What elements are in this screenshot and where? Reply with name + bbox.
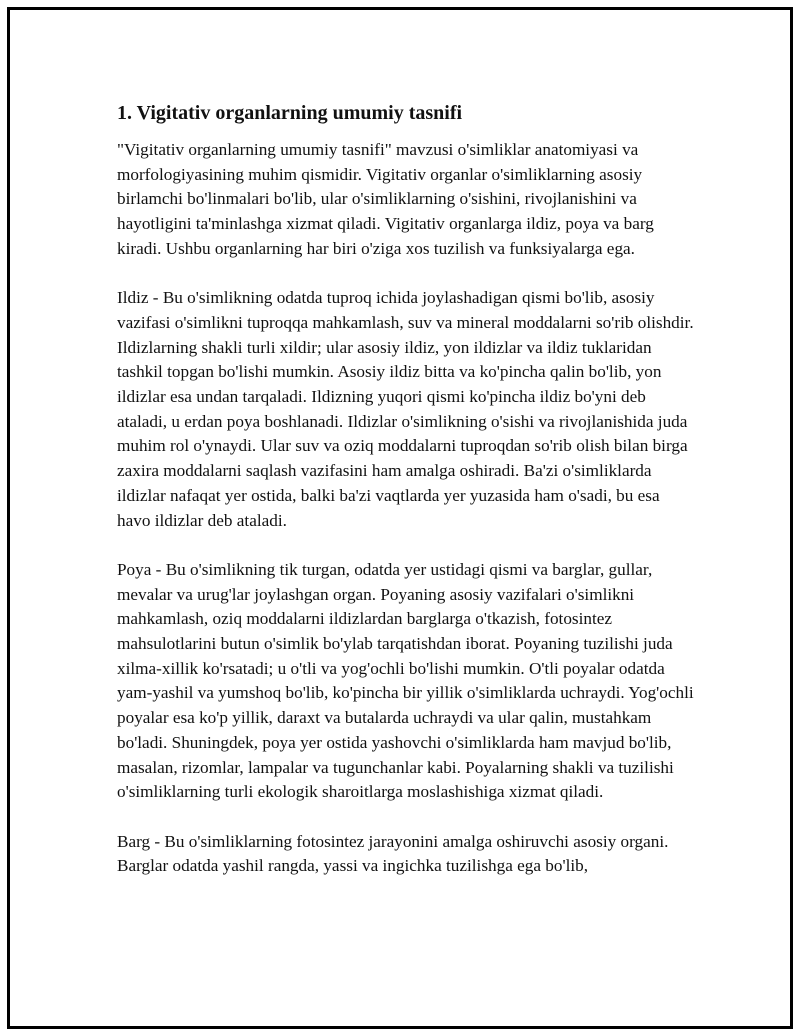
paragraph-intro: "Vigitativ organlarning umumiy tasnifi" mavzusi o'simliklar anatomiyasi va morfologiyasining muhim qismidir. Vigitativ organlar o'simliklarning asosiy birlamchi bo'linmalari bo'lib, ular o'simliklarning o'sishini, rivojlanishini va hayotligini ta'minlashga xizmat qiladi. Vigitativ organlarga ildiz, poya va barg kiradi. Ushbu organlarning har biri o'ziga xos tuzilish va funksiyalarga ega. xyxy=(117,140,654,258)
section-heading: 1. Vigitativ organlarning umumiy tasnifi xyxy=(117,102,463,124)
document-body xyxy=(117,100,697,904)
paragraph-poya: Poya - Bu o'simlikning tik turgan, odatda yer ustidagi qismi va barglar, gullar, mevalar va urug'lar joylashgan organ. Poyaning asosiy vazifalari o'simlikni mahkamlash, oziq moddalarni ildizlardan barglarga o'tkazish, fotosintez mahsulotlarini butun o'simlik bo'ylab tarqatishdan iborat. Poyaning tuzilishi juda xilma-xillik ko'rsatadi; u o'tli va yog'ochli bo'lishi mumkin. O'tli poyalar odatda yam-yashil va yumshoq bo'lib, ko'pincha bir yillik o'simliklarda uchraydi. Yog'ochli poyalar esa ko'p yillik, daraxt va butalarda uchraydi va ular qalin, mustahkam bo'ladi. Shuningdek, poya yer ostida yashovchi o'simliklarda ham mavjud bo'lib, masalan, rizomlar, lampalar va tugunchanlar kabi. Poyalarning shakli va tuzilishi o'simliklarning turli ekologik sharoitlarga moslashishiga xizmat qiladi. xyxy=(117,559,694,802)
paragraph-ildiz: Ildiz - Bu o'simlikning odatda tuproq ichida joylashadigan qismi bo'lib, asosiy vazifasi o'simlikni tuproqqa mahkamlash, suv va mineral moddalarni so'rib olishdir. Ildizlarning shakli turli xildir; ular asosiy ildiz, yon ildizlar va ildiz tuklaridan tashkil topgan bo'lishi mumkin. Asosiy ildiz bitta va ko'pincha qalin bo'lib, yon ildizlar esa undan tarqaladi. Ildizning yuqori qismi ko'pincha ildiz bo'yni deb ataladi, u erdan poya boshlanadi. Ildizlar o'simlikning o'sishi va rivojlanishida juda muhim rol o'ynaydi. Ular suv va oziq moddalarni tuproqdan so'rib olish bilan birga zaxira moddalarni saqlash vazifasini ham amalga oshiradi. Ba'zi o'simliklarda ildizlar nafaqat yer ostida, balki ba'zi vaqtlarda yer yuzasida ham o'sadi, bu esa havo ildizlar deb ataladi. xyxy=(117,288,694,530)
page-frame xyxy=(7,7,793,1029)
paragraph-barg: Barg - Bu o'simliklarning fotosintez jarayonini amalga oshiruvchi asosiy organi. Barglar odatda yashil rangda, yassi va ingichka tuzilishga ega bo'lib, xyxy=(117,831,669,876)
